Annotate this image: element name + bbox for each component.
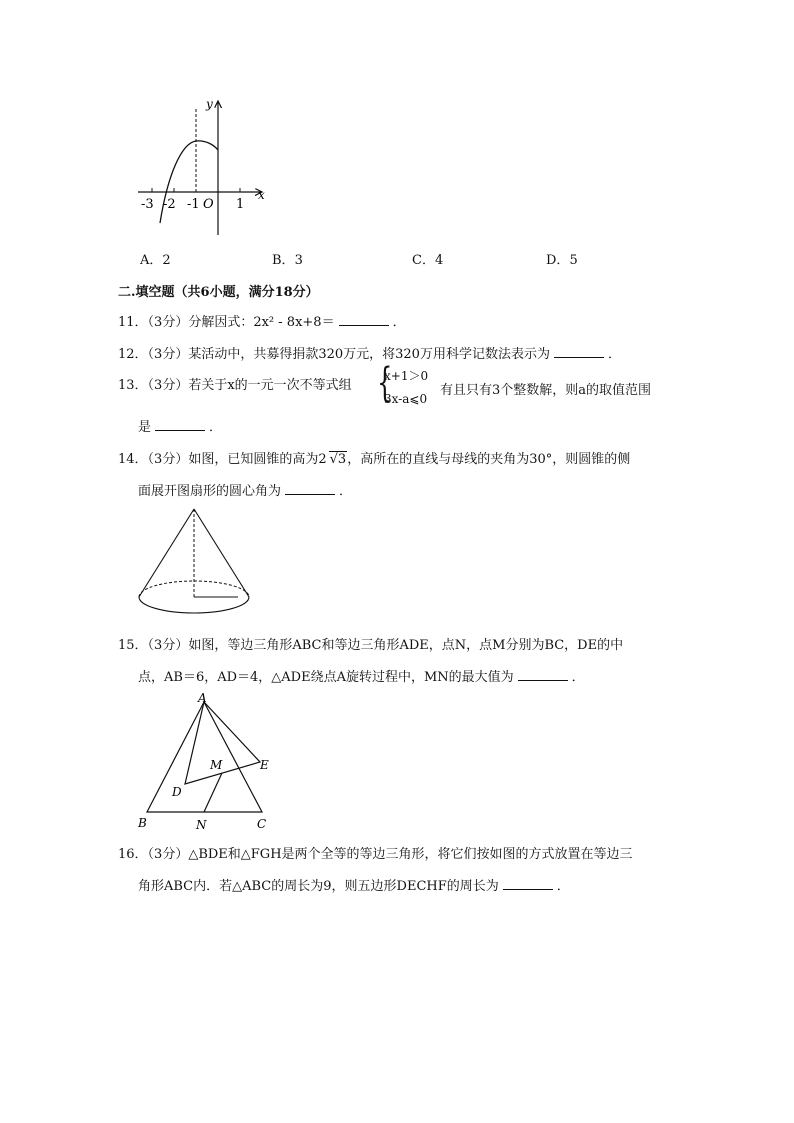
- question-13: 13．（3分）若关于x的一元一次不等式组: [118, 378, 352, 393]
- y-axis-label: y: [206, 97, 213, 111]
- question-14: 14．（3分）如图，已知圆锥的高为2 √3，高所在的直线与母线的夹角为30°，则圆锥的侧: [118, 452, 631, 467]
- label-m: M: [210, 758, 223, 772]
- brace: {: [377, 360, 393, 406]
- label-d: D: [172, 785, 182, 799]
- question-13-post: 有且只有3个整数解，则a的取值范围: [440, 383, 652, 398]
- question-16-line2: 角形ABC内．若△ABC的周长为9，则五边形DECHF的周长为 ．: [138, 879, 570, 894]
- tick-label: 1: [236, 197, 245, 212]
- parabola-graph: [130, 95, 270, 240]
- choice-a: A．2: [140, 253, 171, 268]
- label-e: E: [260, 758, 269, 772]
- origin-label: O: [203, 197, 214, 212]
- inequality-1: x+1＞0: [384, 369, 429, 383]
- triangle-figure: [134, 688, 284, 836]
- label-n: N: [196, 818, 207, 832]
- x-axis-label: x: [258, 188, 265, 202]
- section-title: 二.填空题（共6小题，满分18分）: [118, 285, 319, 300]
- question-11: 11．（3分）分解因式：2x² - 8x+8＝ ．: [118, 315, 406, 330]
- tick-label: -1: [187, 197, 200, 212]
- question-15: 15．（3分）如图，等边三角形ABC和等边三角形ADE，点N，点M分别为BC，DE的中: [118, 638, 624, 653]
- question-13-line2: 是 ．: [138, 420, 223, 435]
- cone-figure: [134, 505, 259, 620]
- label-c: C: [257, 817, 267, 831]
- choice-c: C．4: [412, 253, 444, 268]
- tick-label: -2: [163, 197, 176, 212]
- question-12: 12．（3分）某活动中，共募得捐款320万元，将320万用科学记数法表示为 ．: [118, 347, 621, 362]
- tick-label: -3: [141, 197, 154, 212]
- inequality-2: 3x-a⩽0: [384, 392, 428, 406]
- question-15-line2: 点，AB＝6，AD＝4，△ADE绕点A旋转过程中，MN的最大值为 ．: [138, 670, 585, 685]
- choice-d: D．5: [546, 253, 578, 268]
- label-a: A: [198, 691, 207, 705]
- question-16: 16．（3分）△BDE和△FGH是两个全等的等边三角形，将它们按如图的方式放置在等边三: [118, 847, 633, 862]
- choice-b: B．3: [272, 253, 303, 268]
- label-b: B: [138, 816, 147, 830]
- question-14-line2: 面展开图扇形的圆心角为 ．: [138, 484, 353, 499]
